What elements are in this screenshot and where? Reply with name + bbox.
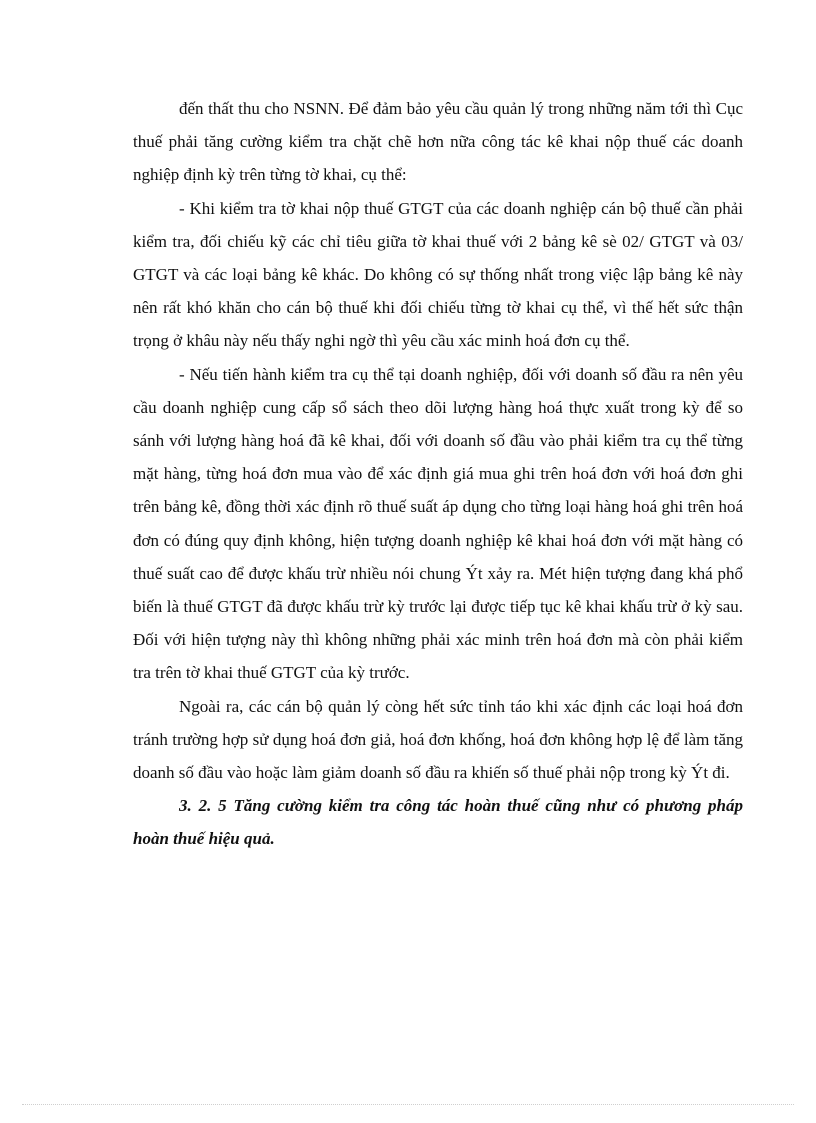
section-heading-tax-refund: 3. 2. 5 Tăng cường kiểm tra công tác hoàn thuế cũng như có phương pháp hoàn thuế hiệu quả. <box>133 796 743 849</box>
paragraph-onsite-inspection: - Nếu tiến hành kiểm tra cụ thể tại doanh nghiệp, đối với doanh số đầu ra nên yêu cầu doanh nghiệp cung cấp sổ sách theo dõi lượng hàng hoá thực xuất trong kỳ để so sánh với lượng hàng hoá đã kê khai, đối với doanh số đầu vào phải kiểm tra cụ thể từng mặt hàng, từng hoá đơn mua vào để xác định giá mua ghi trên hoá đơn với hoá đơn ghi trên bảng kê, đồng thời xác định rõ thuế suất áp dụng cho từng loại hàng hoá ghi trên hoá đơn có đúng quy định không, hiện tượng doanh nghiệp kê khai hoá đơn với mặt hàng có thuế suất cao để được khấu trừ nhiều nói chung Ýt xảy ra. Mét hiện tượng đang khá phổ biến là thuế GTGT đã được khấu trừ kỳ trước lại được tiếp tục kê khai khấu trừ ở kỳ sau. Đối với hiện tượng này thì không những phải xác minh trên hoá đơn mà còn phải kiểm tra trên tờ khai thuế GTGT của kỳ trước. <box>133 364 743 683</box>
paragraph-tax-audit-intro: đến thất thu cho NSNN. Để đảm bảo yêu cầu quản lý trong những năm tới thì Cục thuế phải tăng cường kiểm tra chặt chẽ hơn nữa công tác kê khai nộp thuế các doanh nghiệp định kỳ trên từng tờ khai, cụ thể: <box>133 99 743 185</box>
document-body <box>133 92 743 856</box>
page-bottom-divider <box>22 1104 794 1105</box>
paragraph-invoice-vigilance: Ngoài ra, các cán bộ quản lý còng hết sức tỉnh táo khi xác định các loại hoá đơn tránh trường hợp sử dụng hoá đơn giả, hoá đơn khống, hoá đơn không hợp lệ để làm tăng doanh số đầu vào hoặc làm giảm doanh số đầu ra khiến số thuế phải nộp trong kỳ Ýt đi. <box>133 696 743 783</box>
paragraph-vat-declaration-check: - Khi kiểm tra tờ khai nộp thuế GTGT của các doanh nghiệp cán bộ thuế cần phải kiểm tra, đối chiếu kỹ các chỉ tiêu giữa tờ khai thuế với 2 bảng kê sè 02/ GTGT và 03/ GTGT và các loại bảng kê khác. Do không có sự thống nhất trong việc lập bảng kê này nên rất khó khăn cho cán bộ thuế khi đối chiếu từng tờ khai cụ thể, vì thế hết sức thận trọng ở khâu này nếu thấy nghi ngờ thì yêu cầu xác minh hoá đơn cụ thể. <box>133 198 743 351</box>
